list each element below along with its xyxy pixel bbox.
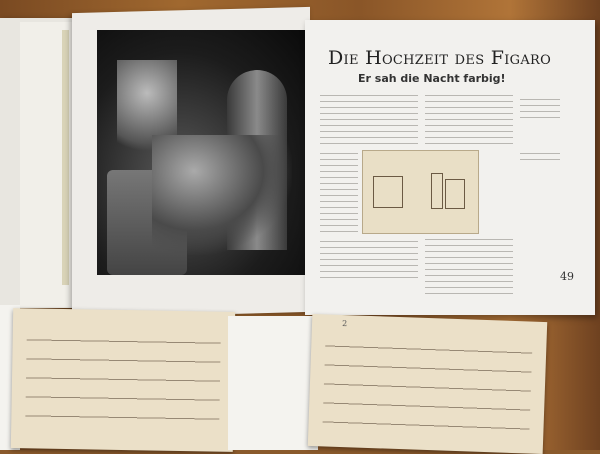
text-column [320,238,418,278]
stage-sketch [362,150,479,234]
page-number: 49 [560,270,574,283]
text-column [320,150,358,235]
stage-photo [97,30,305,275]
paper-sheet [228,316,318,450]
book-spine [62,30,69,285]
handwritten-manuscript [308,314,547,454]
seated-man [152,135,292,255]
page-title: Die Hochzeit des Figaro [328,47,552,69]
page-subtitle: Er sah die Nacht farbig! [358,72,506,85]
margin-note [520,150,560,164]
handwritten-manuscript [11,308,235,452]
margin-note [520,96,560,118]
text-column [425,92,513,146]
text-column [425,236,513,296]
manuscript-page-number: 2 [341,318,348,329]
text-column [320,92,418,148]
